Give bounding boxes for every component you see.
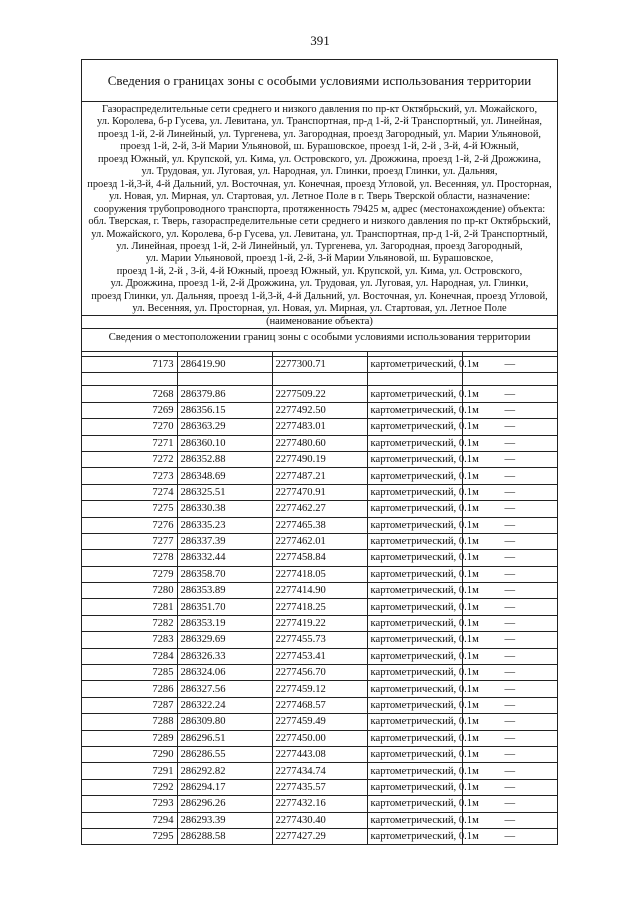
method-cell: картометрический, 0.1м <box>367 763 462 779</box>
notes-cell: — <box>462 599 557 615</box>
point-number-cell: 7272 <box>82 451 177 467</box>
point-number-cell: 7274 <box>82 484 177 500</box>
notes-cell: — <box>462 583 557 599</box>
method-cell: картометрический, 0.1м <box>367 796 462 812</box>
zone-boundaries-document <box>81 59 558 845</box>
notes-cell: — <box>462 648 557 664</box>
point-number-cell: 7268 <box>82 386 177 402</box>
table-row <box>82 517 557 533</box>
point-number-cell: 7278 <box>82 550 177 566</box>
table-row <box>82 419 557 435</box>
x-coordinate-cell: 286294.17 <box>177 779 272 795</box>
method-cell: картометрический, 0.1м <box>367 714 462 730</box>
method-cell: картометрический, 0.1м <box>367 357 462 373</box>
section-title: Сведения о местоположении границ зоны с особыми условиями использования территории <box>82 329 557 352</box>
method-cell: картометрический, 0.1м <box>367 451 462 467</box>
method-cell: картометрический, 0.1м <box>367 648 462 664</box>
notes-cell: — <box>462 501 557 517</box>
notes-cell: — <box>462 615 557 631</box>
notes-cell: — <box>462 763 557 779</box>
notes-cell: — <box>462 796 557 812</box>
method-cell: картометрический, 0.1м <box>367 533 462 549</box>
point-number-cell: 7270 <box>82 419 177 435</box>
x-coordinate-cell: 286309.80 <box>177 714 272 730</box>
y-coordinate-cell: 2277427.29 <box>272 828 367 844</box>
method-cell: картометрический, 0.1м <box>367 583 462 599</box>
y-coordinate-cell: 2277492.50 <box>272 402 367 418</box>
point-number-cell: 7295 <box>82 828 177 844</box>
notes-cell: — <box>462 828 557 844</box>
y-coordinate-cell: 2277418.05 <box>272 566 367 582</box>
object-description-line: ул. Новая, ул. Мирная, ул. Стартовая, ул. Летное Поле в г. Тверь Тверской области, назначение: <box>109 191 530 203</box>
x-coordinate-cell: 286353.19 <box>177 615 272 631</box>
y-coordinate-cell: 2277418.25 <box>272 599 367 615</box>
x-coordinate-cell: 286352.88 <box>177 451 272 467</box>
notes-cell: — <box>462 550 557 566</box>
x-coordinate-cell: 286419.90 <box>177 357 272 373</box>
method-cell: картометрический, 0.1м <box>367 402 462 418</box>
table-row <box>82 533 557 549</box>
object-description-line: проезд 1-й, 2-й, 3-й Марии Ульяновой, ш. Бурашовское, проезд 1-й, 2-й , 3-й, 4-й Южный, <box>120 141 519 153</box>
notes-cell: — <box>462 665 557 681</box>
point-number-cell: 7271 <box>82 435 177 451</box>
notes-cell: — <box>462 419 557 435</box>
table-row <box>82 451 557 467</box>
x-coordinate-cell: 286379.86 <box>177 386 272 402</box>
method-cell: картометрический, 0.1м <box>367 517 462 533</box>
point-number-cell: 7287 <box>82 697 177 713</box>
point-number-cell: 7275 <box>82 501 177 517</box>
notes-cell: — <box>462 402 557 418</box>
x-coordinate-cell: 286322.24 <box>177 697 272 713</box>
point-number-cell: 7280 <box>82 583 177 599</box>
x-coordinate-cell: 286288.58 <box>177 828 272 844</box>
table-row <box>82 468 557 484</box>
notes-cell: — <box>462 484 557 500</box>
y-coordinate-cell: 2277300.71 <box>272 357 367 373</box>
x-coordinate-cell: 286337.39 <box>177 533 272 549</box>
document-title: Сведения о границах зоны с особыми условиями использования территории <box>82 60 557 102</box>
notes-cell: — <box>462 812 557 828</box>
object-description-line: ул. Трудовая, ул. Луговая, ул. Народная, ул. Глинки, проезд Глинки, ул. Дальняя, <box>141 166 498 178</box>
x-coordinate-cell: 286296.26 <box>177 796 272 812</box>
table-row <box>82 550 557 566</box>
x-coordinate-cell: 286353.89 <box>177 583 272 599</box>
method-cell: картометрический, 0.1м <box>367 779 462 795</box>
object-description-line: ул. Марии Ульяновой, проезд 1-й, 2-й, 3-й Марии Ульяновой, ш. Бурашовское, <box>145 253 494 265</box>
table-row <box>82 501 557 517</box>
x-coordinate-cell: 286360.10 <box>177 435 272 451</box>
y-coordinate-cell: 2277453.41 <box>272 648 367 664</box>
y-coordinate-cell: 2277459.12 <box>272 681 367 697</box>
table-row <box>82 648 557 664</box>
notes-cell: — <box>462 714 557 730</box>
object-description <box>82 102 557 316</box>
y-coordinate-cell: 2277462.01 <box>272 533 367 549</box>
x-coordinate-cell: 286358.70 <box>177 566 272 582</box>
x-coordinate-cell: 286329.69 <box>177 632 272 648</box>
table-row <box>82 796 557 812</box>
y-coordinate-cell: 2277443.08 <box>272 746 367 762</box>
method-cell: картометрический, 0.1м <box>367 730 462 746</box>
y-coordinate-cell: 2277468.57 <box>272 697 367 713</box>
point-number-cell: 7173 <box>82 357 177 373</box>
point-number-cell: 7286 <box>82 681 177 697</box>
y-coordinate-cell: 2277459.49 <box>272 714 367 730</box>
table-row <box>82 357 557 373</box>
point-number-cell: 7277 <box>82 533 177 549</box>
x-coordinate-cell: 286351.70 <box>177 599 272 615</box>
y-coordinate-cell: 2277414.90 <box>272 583 367 599</box>
point-number-cell: 7283 <box>82 632 177 648</box>
table-row <box>82 812 557 828</box>
table-row <box>82 566 557 582</box>
method-cell: картометрический, 0.1м <box>367 697 462 713</box>
object-description-line: ул. Весенняя, ул. Просторная, ул. Новая, ул. Мирная, ул. Стартовая, ул. Летное Поле <box>132 303 507 315</box>
method-cell: картометрический, 0.1м <box>367 665 462 681</box>
blank-row <box>82 373 557 386</box>
notes-cell: — <box>462 517 557 533</box>
point-number-cell: 7269 <box>82 402 177 418</box>
object-description-line: проезд 1-й,3-й, 4-й Дальний, ул. Восточная, ул. Конечная, проезд Угловой, ул. Весенняя, ул. Просторная, <box>87 178 552 190</box>
y-coordinate-cell: 2277509.22 <box>272 386 367 402</box>
y-coordinate-cell: 2277419.22 <box>272 615 367 631</box>
method-cell: картометрический, 0.1м <box>367 468 462 484</box>
y-coordinate-cell: 2277456.70 <box>272 665 367 681</box>
table-row <box>82 484 557 500</box>
x-coordinate-cell: 286327.56 <box>177 681 272 697</box>
notes-cell: — <box>462 468 557 484</box>
point-number-cell: 7288 <box>82 714 177 730</box>
notes-cell: — <box>462 566 557 582</box>
point-number-cell: 7293 <box>82 796 177 812</box>
coordinates-table <box>82 352 557 844</box>
method-cell: картометрический, 0.1м <box>367 501 462 517</box>
method-cell: картометрический, 0.1м <box>367 484 462 500</box>
object-description-line: ул. Линейная, проезд 1-й, 2-й Линейный, ул. Тургенева, ул. Загородная, проезд Загородный, <box>116 240 523 252</box>
method-cell: картометрический, 0.1м <box>367 599 462 615</box>
method-cell: картометрический, 0.1м <box>367 632 462 648</box>
point-number-cell: 7285 <box>82 665 177 681</box>
table-row <box>82 386 557 402</box>
method-cell: картометрический, 0.1м <box>367 681 462 697</box>
y-coordinate-cell: 2277470.91 <box>272 484 367 500</box>
point-number-cell: 7279 <box>82 566 177 582</box>
y-coordinate-cell: 2277458.84 <box>272 550 367 566</box>
object-description-line: проезд 1-й, 2-й Линейный, ул. Тургенева, ул. Загородная, проезд Загородный, ул. Марии Ульяновой, <box>98 128 541 140</box>
object-name-caption: (наименование объекта) <box>82 316 557 329</box>
method-cell: картометрический, 0.1м <box>367 419 462 435</box>
table-row <box>82 583 557 599</box>
notes-cell: — <box>462 697 557 713</box>
page-number: 391 <box>310 33 330 48</box>
y-coordinate-cell: 2277483.01 <box>272 419 367 435</box>
notes-cell: — <box>462 779 557 795</box>
point-number-cell: 7294 <box>82 812 177 828</box>
object-description-line: проезд 1-й, 2-й , 3-й, 4-й Южный, проезд Южный, ул. Крупской, ул. Кима, ул. Островского, <box>116 265 523 277</box>
y-coordinate-cell: 2277435.57 <box>272 779 367 795</box>
method-cell: картометрический, 0.1м <box>367 386 462 402</box>
y-coordinate-cell: 2277432.16 <box>272 796 367 812</box>
notes-cell: — <box>462 533 557 549</box>
object-description-line: Газораспределительные сети среднего и низкого давления по пр-кт Октябрьский, ул. Можайского, <box>101 104 538 115</box>
table-row <box>82 697 557 713</box>
x-coordinate-cell: 286286.55 <box>177 746 272 762</box>
y-coordinate-cell: 2277434.74 <box>272 763 367 779</box>
point-number-cell: 7281 <box>82 599 177 615</box>
x-coordinate-cell: 286326.33 <box>177 648 272 664</box>
object-description-line: ул. Королева, б-р Гусева, ул. Левитана, ул. Транспортная, пр-д 1-й, 2-й Транспортный, ул. Линейная, <box>97 116 542 128</box>
x-coordinate-cell: 286332.44 <box>177 550 272 566</box>
y-coordinate-cell: 2277490.19 <box>272 451 367 467</box>
method-cell: картометрический, 0.1м <box>367 746 462 762</box>
notes-cell: — <box>462 746 557 762</box>
object-description-line: ул. Дрожжина, проезд 1-й, 2-й Дрожжина, ул. Трудовая, ул. Луговая, ул. Народная, ул. Глинки, <box>110 278 529 290</box>
x-coordinate-cell: 286293.39 <box>177 812 272 828</box>
y-coordinate-cell: 2277455.73 <box>272 632 367 648</box>
table-row <box>82 714 557 730</box>
object-description-line: проезд Южный, ул. Крупской, ул. Кима, ул. Островского, ул. Дрожжина, проезд 1-й, 2-й Дрожжина, <box>97 153 541 165</box>
point-number-cell: 7276 <box>82 517 177 533</box>
y-coordinate-cell: 2277462.27 <box>272 501 367 517</box>
notes-cell: — <box>462 730 557 746</box>
table-row <box>82 435 557 451</box>
point-number-cell: 7282 <box>82 615 177 631</box>
notes-cell: — <box>462 632 557 648</box>
notes-cell: — <box>462 357 557 373</box>
method-cell: картометрический, 0.1м <box>367 812 462 828</box>
object-description-line: сооружения трубопроводного транспорта, протяженность 79425 м, адрес (местонахождение) объекта: <box>93 203 546 215</box>
x-coordinate-cell: 286363.29 <box>177 419 272 435</box>
table-row <box>82 730 557 746</box>
notes-cell: — <box>462 451 557 467</box>
method-cell: картометрический, 0.1м <box>367 550 462 566</box>
table-row <box>82 632 557 648</box>
method-cell: картометрический, 0.1м <box>367 828 462 844</box>
y-coordinate-cell: 2277487.21 <box>272 468 367 484</box>
object-description-line: ул. Можайского, ул. Королева, б-р Гусева, ул. Левитана, ул. Транспортная, пр-д 1-й, 2-й Транспортный, <box>91 228 548 240</box>
y-coordinate-cell: 2277430.40 <box>272 812 367 828</box>
x-coordinate-cell: 286348.69 <box>177 468 272 484</box>
point-number-cell: 7292 <box>82 779 177 795</box>
y-coordinate-cell: 2277465.38 <box>272 517 367 533</box>
method-cell: картометрический, 0.1м <box>367 615 462 631</box>
point-number-cell: 7290 <box>82 746 177 762</box>
notes-cell: — <box>462 681 557 697</box>
table-row <box>82 615 557 631</box>
table-row <box>82 599 557 615</box>
point-number-cell: 7284 <box>82 648 177 664</box>
table-row <box>82 746 557 762</box>
table-row <box>82 681 557 697</box>
x-coordinate-cell: 286356.15 <box>177 402 272 418</box>
x-coordinate-cell: 286324.06 <box>177 665 272 681</box>
point-number-cell: 7291 <box>82 763 177 779</box>
notes-cell: — <box>462 386 557 402</box>
method-cell: картометрический, 0.1м <box>367 435 462 451</box>
notes-cell: — <box>462 435 557 451</box>
y-coordinate-cell: 2277450.00 <box>272 730 367 746</box>
object-description-line: обл. Тверская, г. Тверь, газораспределительные сети среднего и низкого давления по пр-кт Октябрьский, <box>88 216 551 228</box>
point-number-cell: 7273 <box>82 468 177 484</box>
y-coordinate-cell: 2277480.60 <box>272 435 367 451</box>
x-coordinate-cell: 286325.51 <box>177 484 272 500</box>
x-coordinate-cell: 286292.82 <box>177 763 272 779</box>
table-row <box>82 665 557 681</box>
table-row <box>82 402 557 418</box>
method-cell: картометрический, 0.1м <box>367 566 462 582</box>
point-number-cell: 7289 <box>82 730 177 746</box>
table-row <box>82 828 557 844</box>
x-coordinate-cell: 286335.23 <box>177 517 272 533</box>
object-description-line: проезд Глинки, ул. Дальняя, проезд 1-й,3-й, 4-й Дальний, ул. Восточная, ул. Конечная, проезд Угловой, <box>91 290 548 302</box>
x-coordinate-cell: 286330.38 <box>177 501 272 517</box>
table-row <box>82 779 557 795</box>
x-coordinate-cell: 286296.51 <box>177 730 272 746</box>
table-row <box>82 763 557 779</box>
